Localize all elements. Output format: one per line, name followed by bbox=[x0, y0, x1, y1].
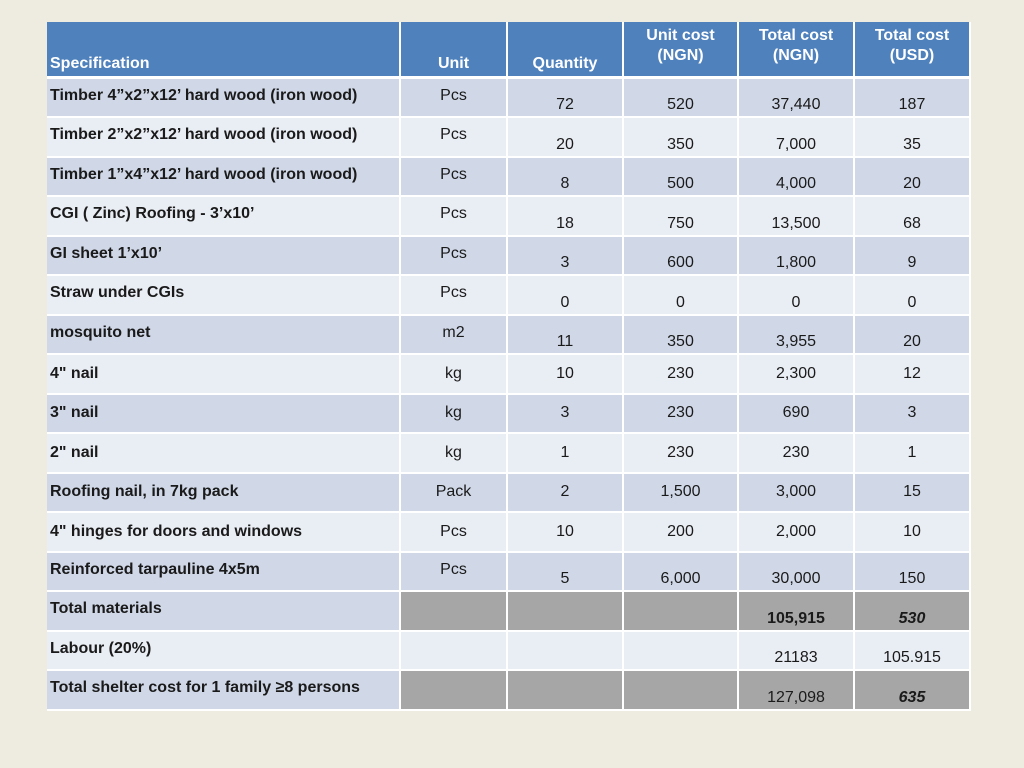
header-specification: Specification bbox=[47, 22, 400, 78]
table-row bbox=[47, 275, 970, 315]
cell-specification: 4" nail bbox=[47, 354, 400, 394]
cell-specification: Straw under CGIs bbox=[47, 275, 400, 315]
empty-cell bbox=[507, 670, 623, 710]
header-unit-cost-line2: (NGN) bbox=[657, 47, 704, 64]
cell-total-usd: 35 bbox=[854, 117, 970, 157]
header-row bbox=[47, 22, 970, 78]
cell-unit-cost: 600 bbox=[623, 236, 738, 276]
cell-quantity: 10 bbox=[507, 354, 623, 394]
labour-label: Labour (20%) bbox=[47, 631, 400, 671]
empty-cell bbox=[400, 670, 507, 710]
labour-ngn: 21183 bbox=[738, 631, 854, 671]
table-row bbox=[47, 157, 970, 197]
table-row bbox=[47, 315, 970, 355]
table-row bbox=[47, 354, 970, 394]
cell-total-usd: 150 bbox=[854, 552, 970, 592]
cell-total-usd: 12 bbox=[854, 354, 970, 394]
cell-quantity: 3 bbox=[507, 394, 623, 434]
cell-total-ngn: 13,500 bbox=[738, 196, 854, 236]
cell-unit: Pcs bbox=[400, 117, 507, 157]
header-unit: Unit bbox=[400, 22, 507, 78]
cell-specification: Timber 4”x2”x12’ hard wood (iron wood) bbox=[47, 78, 400, 118]
empty-cell bbox=[623, 670, 738, 710]
cell-unit-cost: 750 bbox=[623, 196, 738, 236]
cell-total-ngn: 3,955 bbox=[738, 315, 854, 355]
cell-quantity: 2 bbox=[507, 473, 623, 513]
cell-unit-cost: 6,000 bbox=[623, 552, 738, 592]
cell-specification: Reinforced tarpauline 4x5m bbox=[47, 552, 400, 592]
cell-total-ngn: 690 bbox=[738, 394, 854, 434]
cell-specification: Timber 1”x4”x12’ hard wood (iron wood) bbox=[47, 157, 400, 197]
table-row bbox=[47, 236, 970, 276]
table-row bbox=[47, 117, 970, 157]
cell-specification: Timber 2”x2”x12’ hard wood (iron wood) bbox=[47, 117, 400, 157]
cell-unit-cost: 230 bbox=[623, 394, 738, 434]
shelter-cost-table bbox=[47, 22, 971, 711]
labour-usd: 105.915 bbox=[854, 631, 970, 671]
table-row bbox=[47, 473, 970, 513]
header-total-usd-line1: Total cost bbox=[874, 27, 950, 44]
cell-unit-cost: 500 bbox=[623, 157, 738, 197]
cell-total-usd: 9 bbox=[854, 236, 970, 276]
cell-specification: 4" hinges for doors and windows bbox=[47, 512, 400, 552]
table-row bbox=[47, 433, 970, 473]
cell-total-ngn: 1,800 bbox=[738, 236, 854, 276]
cell-total-ngn: 7,000 bbox=[738, 117, 854, 157]
cell-specification: mosquito net bbox=[47, 315, 400, 355]
cell-total-usd: 10 bbox=[854, 512, 970, 552]
cell-unit-cost: 350 bbox=[623, 315, 738, 355]
header-total-cost-ngn bbox=[738, 22, 854, 78]
empty-cell bbox=[507, 631, 623, 671]
total-shelter-ngn: 127,098 bbox=[738, 670, 854, 710]
cell-quantity: 1 bbox=[507, 433, 623, 473]
cell-quantity: 18 bbox=[507, 196, 623, 236]
total-materials-label: Total materials bbox=[47, 591, 400, 631]
cell-unit: Pcs bbox=[400, 275, 507, 315]
total-shelter-usd: 635 bbox=[854, 670, 970, 710]
header-total-usd-line2: (USD) bbox=[889, 47, 935, 64]
empty-cell bbox=[400, 591, 507, 631]
empty-cell bbox=[507, 591, 623, 631]
cell-unit: Pcs bbox=[400, 512, 507, 552]
cell-total-ngn: 2,300 bbox=[738, 354, 854, 394]
cell-unit-cost: 1,500 bbox=[623, 473, 738, 513]
cell-unit: m2 bbox=[400, 315, 507, 355]
header-unit-cost-ngn bbox=[623, 22, 738, 78]
cell-unit: kg bbox=[400, 433, 507, 473]
cell-total-usd: 187 bbox=[854, 78, 970, 118]
cell-total-usd: 0 bbox=[854, 275, 970, 315]
cell-total-ngn: 230 bbox=[738, 433, 854, 473]
cell-quantity: 10 bbox=[507, 512, 623, 552]
cell-quantity: 20 bbox=[507, 117, 623, 157]
cell-specification: GI sheet 1’x10’ bbox=[47, 236, 400, 276]
cell-unit: kg bbox=[400, 394, 507, 434]
cell-unit: Pcs bbox=[400, 236, 507, 276]
table-row bbox=[47, 78, 970, 118]
header-total-ngn-line1: Total cost bbox=[758, 27, 834, 44]
table-row bbox=[47, 394, 970, 434]
empty-cell bbox=[400, 631, 507, 671]
cell-total-usd: 68 bbox=[854, 196, 970, 236]
cell-unit: Pcs bbox=[400, 157, 507, 197]
total-materials-usd: 530 bbox=[854, 591, 970, 631]
header-unit-cost-line1: Unit cost bbox=[646, 27, 715, 44]
labour-row bbox=[47, 631, 970, 671]
cell-specification: CGI ( Zinc) Roofing - 3’x10’ bbox=[47, 196, 400, 236]
total-materials-row bbox=[47, 591, 970, 631]
empty-cell bbox=[623, 631, 738, 671]
cell-total-usd: 20 bbox=[854, 157, 970, 197]
cell-quantity: 8 bbox=[507, 157, 623, 197]
cell-unit: Pcs bbox=[400, 196, 507, 236]
cell-total-ngn: 37,440 bbox=[738, 78, 854, 118]
table-row bbox=[47, 196, 970, 236]
cell-total-ngn: 4,000 bbox=[738, 157, 854, 197]
cell-quantity: 72 bbox=[507, 78, 623, 118]
total-materials-ngn: 105,915 bbox=[738, 591, 854, 631]
cell-total-ngn: 30,000 bbox=[738, 552, 854, 592]
cell-total-usd: 20 bbox=[854, 315, 970, 355]
cell-quantity: 11 bbox=[507, 315, 623, 355]
cell-unit: Pcs bbox=[400, 78, 507, 118]
empty-cell bbox=[623, 591, 738, 631]
cell-specification: 3" nail bbox=[47, 394, 400, 434]
cell-quantity: 3 bbox=[507, 236, 623, 276]
cell-unit-cost: 0 bbox=[623, 275, 738, 315]
total-shelter-label: Total shelter cost for 1 family ≥8 persons bbox=[47, 670, 400, 710]
cell-unit: Pack bbox=[400, 473, 507, 513]
cell-unit-cost: 520 bbox=[623, 78, 738, 118]
cell-total-ngn: 0 bbox=[738, 275, 854, 315]
table-row bbox=[47, 512, 970, 552]
header-total-cost-usd bbox=[854, 22, 970, 78]
cell-quantity: 0 bbox=[507, 275, 623, 315]
cell-unit: Pcs bbox=[400, 552, 507, 592]
header-quantity: Quantity bbox=[507, 22, 623, 78]
cell-unit-cost: 230 bbox=[623, 433, 738, 473]
cell-total-ngn: 3,000 bbox=[738, 473, 854, 513]
total-shelter-row bbox=[47, 670, 970, 710]
cell-unit-cost: 200 bbox=[623, 512, 738, 552]
cell-total-usd: 15 bbox=[854, 473, 970, 513]
cell-unit-cost: 350 bbox=[623, 117, 738, 157]
cell-specification: 2" nail bbox=[47, 433, 400, 473]
cell-total-usd: 3 bbox=[854, 394, 970, 434]
cell-unit: kg bbox=[400, 354, 507, 394]
header-total-ngn-line2: (NGN) bbox=[772, 47, 820, 64]
cell-total-usd: 1 bbox=[854, 433, 970, 473]
cell-total-ngn: 2,000 bbox=[738, 512, 854, 552]
cell-unit-cost: 230 bbox=[623, 354, 738, 394]
cell-specification: Roofing nail, in 7kg pack bbox=[47, 473, 400, 513]
table-row bbox=[47, 552, 970, 592]
cell-quantity: 5 bbox=[507, 552, 623, 592]
